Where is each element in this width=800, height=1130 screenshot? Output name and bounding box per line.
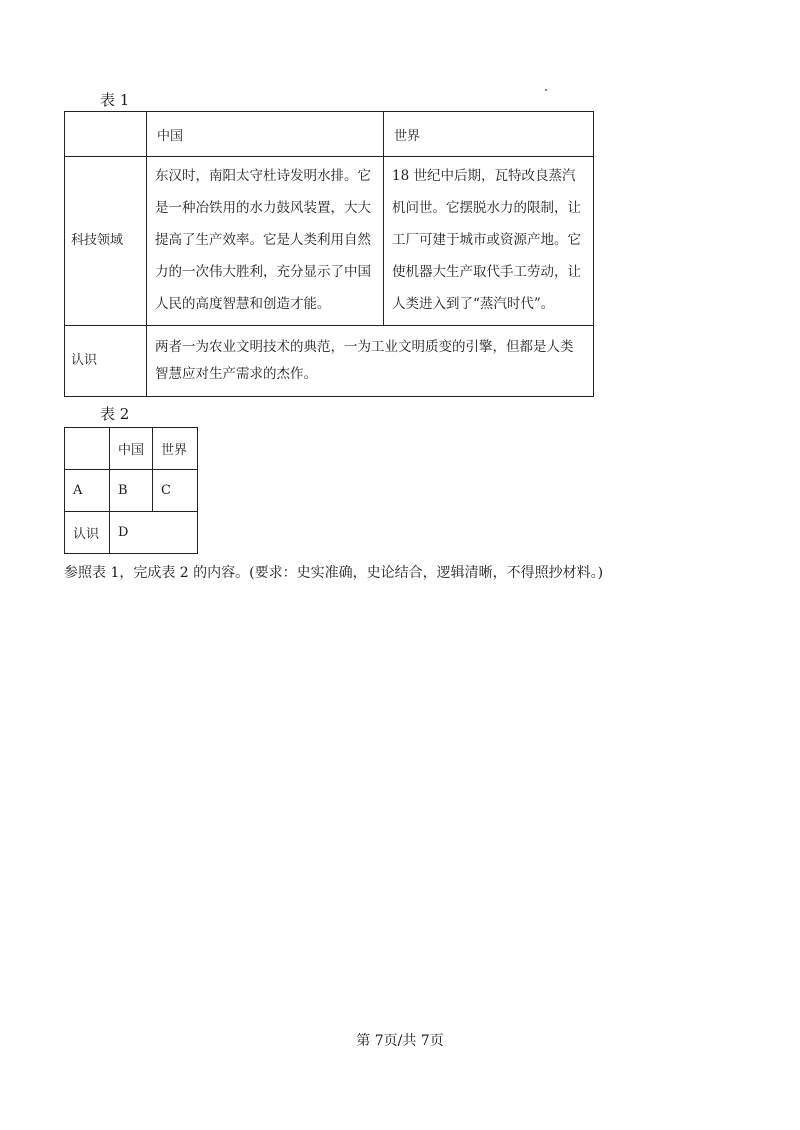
page-footer: 第 7页/共 7页 [356,1033,444,1049]
table2 [64,427,198,554]
table1-cell-world-tech: 18 世纪中后期，瓦特改良蒸汽机问世。它摆脱水力的限制，让工厂可建于城市或资源产地。它使机器大生产取代手工劳动，让人类进入到了“蒸汽时代”。 [384,157,594,326]
question-instruction: 参照表 1，完成表 2 的内容。(要求：史实准确，史论结合，逻辑清晰，不得照抄材料。) [64,565,604,581]
table1-header-world: 世界 [384,112,594,157]
table2-corner-cell [65,428,110,470]
table1-cell-china-tech: 东汉时，南阳太守杜诗发明水排。它是一种冶铁用的水力鼓风装置，大大提高了生产效率。它是人类利用自然力的一次伟大胜利，充分显示了中国人民的高度智慧和创造才能。 [147,157,384,326]
table1 [64,111,594,397]
scan-speck [545,89,547,91]
table1-header-china: 中国 [147,112,384,157]
table2-row-view [65,512,198,554]
table2-row-a [65,470,198,512]
table1-row-tech [65,157,594,326]
table2-cell-a: A [65,470,110,512]
table2-cell-d: D [110,512,198,554]
table1-caption: 表 1 [100,91,130,109]
table2-cell-b: B [110,470,153,512]
table1-row-view [65,326,594,397]
table2-header-china: 中国 [110,428,153,470]
table2-header-row [65,428,198,470]
table2-cell-c: C [153,470,198,512]
table1-header-row [65,112,594,157]
table1-cell-view: 两者一为农业文明技术的典范，一为工业文明质变的引擎，但都是人类智慧应对生产需求的杰作。 [147,326,594,397]
table1-row-label-tech: 科技领域 [65,157,147,326]
table2-header-world: 世界 [153,428,198,470]
table1-corner-cell [65,112,147,157]
table2-caption: 表 2 [100,405,130,423]
table2-row-label-view: 认识 [65,512,110,554]
table1-row-label-view: 认识 [65,326,147,397]
